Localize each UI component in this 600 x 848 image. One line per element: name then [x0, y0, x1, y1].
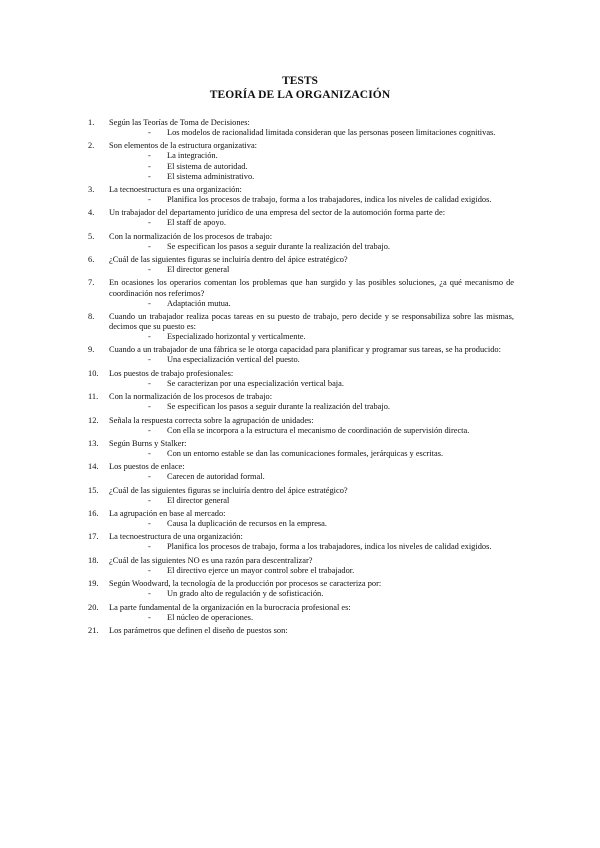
- question-number: 7.: [88, 278, 95, 288]
- dash-bullet-icon: -: [148, 128, 151, 138]
- answer-list: [109, 355, 514, 365]
- answer-item: [109, 542, 514, 552]
- question-text: Señala la respuesta correcta sobre la agrupación de unidades:: [109, 415, 314, 425]
- question-number: 9.: [88, 345, 95, 355]
- answer-item: [109, 162, 514, 172]
- answer-list: [109, 613, 514, 623]
- answer-list: [109, 426, 514, 436]
- answer-item: [109, 218, 514, 228]
- question-item: [86, 141, 514, 181]
- answer-text: Se caracterizan por una especialización vertical baja.: [167, 378, 344, 388]
- answer-list: [109, 128, 514, 138]
- question-number: 1.: [88, 118, 95, 127]
- answer-list: [109, 402, 514, 412]
- answer-list: [109, 542, 514, 552]
- answer-text: Con un entorno estable se dan las comunicaciones formales, jerárquicas y escritas.: [167, 448, 444, 458]
- question-item: [86, 532, 514, 552]
- answer-item: [109, 589, 514, 599]
- answer-text: El sistema administrativo.: [167, 171, 255, 181]
- answer-item: [109, 613, 514, 623]
- question-item: [86, 278, 514, 308]
- page-subtitle: TEORÍA DE LA ORGANIZACIÓN: [209, 89, 391, 101]
- question-item: [86, 208, 514, 228]
- question-item: [86, 392, 514, 412]
- answer-list: [109, 379, 514, 389]
- dash-bullet-icon: -: [148, 402, 151, 412]
- question-item: [86, 509, 514, 529]
- question-text: La tecnoestructura de una organización:: [109, 532, 243, 542]
- question-number: 16.: [88, 509, 99, 518]
- question-number: 11.: [88, 392, 99, 402]
- answer-list: [109, 332, 514, 342]
- answer-text: Un grado alto de regulación y de sofisticación.: [167, 589, 324, 599]
- question-number: 21.: [88, 625, 99, 635]
- question-number: 18.: [88, 555, 99, 565]
- question-item: [86, 255, 514, 275]
- question-text: Cuando un trabajador realiza pocas tareas en su puesto de trabajo, pero decide y se responsabiliza sobre las mismas, decimos que su puesto es:: [109, 311, 514, 331]
- answer-list: [109, 242, 514, 252]
- answer-item: [109, 379, 514, 389]
- answer-list: [109, 589, 514, 599]
- answer-list: [109, 449, 514, 459]
- answer-item: [109, 128, 514, 138]
- dash-bullet-icon: -: [148, 265, 151, 275]
- answer-text: Planifica los procesos de trabajo, forma a los trabajadores, indica los niveles de calidad exigidos.: [167, 195, 492, 205]
- question-text: Según Burns y Stalker:: [109, 438, 187, 448]
- answer-text: El sistema de autoridad.: [167, 161, 248, 171]
- question-item: [86, 416, 514, 436]
- answer-text: Una especialización vertical del puesto.: [167, 355, 300, 365]
- answer-list: [109, 218, 514, 228]
- question-item: [86, 118, 514, 138]
- question-text: Según las Teorías de Toma de Decisiones:: [109, 118, 250, 127]
- page-title: TESTS: [282, 75, 318, 87]
- question-item: [86, 439, 514, 459]
- question-item: [86, 232, 514, 252]
- question-number: 2.: [88, 141, 95, 151]
- answer-list: [109, 265, 514, 275]
- answer-text: La integración.: [167, 151, 218, 161]
- question-text: ¿Cuál de las siguientes NO es una razón para descentralizar?: [109, 555, 313, 565]
- answer-list: [109, 566, 514, 576]
- answer-text: El director general: [167, 265, 230, 275]
- question-item: [86, 556, 514, 576]
- dash-bullet-icon: -: [148, 519, 151, 529]
- answer-item: [109, 195, 514, 205]
- question-item: [86, 369, 514, 389]
- answer-list: [109, 519, 514, 529]
- dash-bullet-icon: -: [148, 218, 151, 228]
- answer-item: [109, 172, 514, 182]
- question-number: 14.: [88, 462, 99, 472]
- answer-item: [109, 332, 514, 342]
- question-text: Los puestos de trabajo profesionales:: [109, 368, 234, 378]
- dash-bullet-icon: -: [148, 448, 151, 458]
- question-number: 12.: [88, 415, 99, 425]
- question-number: 5.: [88, 231, 95, 241]
- answer-item: [109, 566, 514, 576]
- dash-bullet-icon: -: [148, 161, 151, 171]
- answer-item: [109, 151, 514, 161]
- answer-text: Se especifican los pasos a seguir durante la realización del trabajo.: [167, 241, 391, 251]
- answer-item: [109, 449, 514, 459]
- question-text: Según Woodward, la tecnología de la producción por procesos se caracteriza por:: [109, 579, 382, 589]
- question-text: Los parámetros que definen el diseño de puestos son:: [109, 625, 288, 635]
- answer-item: [109, 519, 514, 529]
- question-number: 4.: [88, 208, 95, 218]
- question-number: 10.: [88, 368, 99, 378]
- dash-bullet-icon: -: [148, 298, 151, 308]
- dash-bullet-icon: -: [148, 589, 151, 599]
- answer-text: Los modelos de racionalidad limitada consideran que las personas poseen limitaciones cognitivas.: [167, 128, 496, 138]
- question-text: Con la normalización de los procesos de trabajo:: [109, 231, 273, 241]
- question-number: 3.: [88, 184, 95, 194]
- answer-item: [109, 299, 514, 309]
- question-text: Con la normalización de los procesos de trabajo:: [109, 392, 273, 402]
- dash-bullet-icon: -: [148, 171, 151, 181]
- answer-item: [109, 355, 514, 365]
- answer-text: Carecen de autoridad formal.: [167, 472, 265, 482]
- question-text: Un trabajador del departamento jurídico de una empresa del sector de la automoción forma parte de:: [109, 208, 446, 218]
- answer-item: [109, 496, 514, 506]
- dash-bullet-icon: -: [148, 542, 151, 552]
- question-list: [86, 118, 514, 636]
- question-text: Los puestos de enlace:: [109, 462, 185, 472]
- question-text: ¿Cuál de las siguientes figuras se incluiría dentro del ápice estratégico?: [109, 485, 348, 495]
- question-text: La agrupación en base al mercado:: [109, 509, 226, 518]
- answer-text: El director general: [167, 495, 230, 505]
- question-item: [86, 626, 514, 636]
- dash-bullet-icon: -: [148, 472, 151, 482]
- dash-bullet-icon: -: [148, 612, 151, 622]
- question-item: [86, 486, 514, 506]
- dash-bullet-icon: -: [148, 151, 151, 161]
- answer-text: El núcleo de operaciones.: [167, 612, 254, 622]
- question-item: [86, 462, 514, 482]
- question-text: En ocasiones los operarios comentan los problemas que han surgido y las posibles soluciones, ¿a qué mecanismo de coordinación nos referimos?: [109, 278, 514, 298]
- answer-item: [109, 242, 514, 252]
- dash-bullet-icon: -: [148, 425, 151, 435]
- dash-bullet-icon: -: [148, 195, 151, 205]
- question-number: 20.: [88, 602, 99, 612]
- answer-list: [109, 299, 514, 309]
- dash-bullet-icon: -: [148, 495, 151, 505]
- dash-bullet-icon: -: [148, 565, 151, 575]
- question-item: [86, 603, 514, 623]
- question-item: [86, 312, 514, 342]
- answer-text: Adaptación mutua.: [167, 298, 231, 308]
- question-item: [86, 185, 514, 205]
- question-number: 8.: [88, 311, 95, 321]
- question-number: 13.: [88, 438, 99, 448]
- answer-item: [109, 402, 514, 412]
- answer-text: Causa la duplicación de recursos en la empresa.: [167, 519, 327, 529]
- dash-bullet-icon: -: [148, 355, 151, 365]
- dash-bullet-icon: -: [148, 378, 151, 388]
- question-text: La tecnoestructura es una organización:: [109, 184, 242, 194]
- answer-text: Con ella se incorpora a la estructura el mecanismo de coordinación de supervisión directa.: [167, 425, 470, 435]
- dash-bullet-icon: -: [148, 332, 151, 342]
- answer-list: [109, 496, 514, 506]
- answer-text: Se especifican los pasos a seguir durante la realización del trabajo.: [167, 402, 391, 412]
- answer-list: [109, 151, 514, 181]
- answer-item: [109, 265, 514, 275]
- dash-bullet-icon: -: [148, 241, 151, 251]
- answer-item: [109, 472, 514, 482]
- question-text: ¿Cuál de las siguientes figuras se incluiría dentro del ápice estratégico?: [109, 255, 348, 265]
- question-text: Son elementos de la estructura organizativa:: [109, 141, 257, 151]
- answer-text: El staff de apoyo.: [167, 218, 226, 228]
- answer-text: Planifica los procesos de trabajo, forma a los trabajadores, indica los niveles de calidad exigidos.: [167, 542, 492, 552]
- question-number: 6.: [88, 255, 95, 265]
- question-text: La parte fundamental de la organización en la burocracia profesional es:: [109, 602, 351, 612]
- answer-list: [109, 472, 514, 482]
- question-number: 15.: [88, 485, 99, 495]
- question-number: 19.: [88, 579, 99, 589]
- question-item: [86, 579, 514, 599]
- answer-list: [109, 195, 514, 205]
- answer-item: [109, 426, 514, 436]
- question-item: [86, 345, 514, 365]
- answer-text: Especializado horizontal y verticalmente.: [167, 332, 306, 342]
- question-number: 17.: [88, 532, 99, 542]
- answer-text: El directivo ejerce un mayor control sobre el trabajador.: [167, 565, 355, 575]
- question-text: Cuando a un trabajador de una fábrica se le otorga capacidad para planificar y programar sus tareas, se ha producido:: [109, 345, 501, 355]
